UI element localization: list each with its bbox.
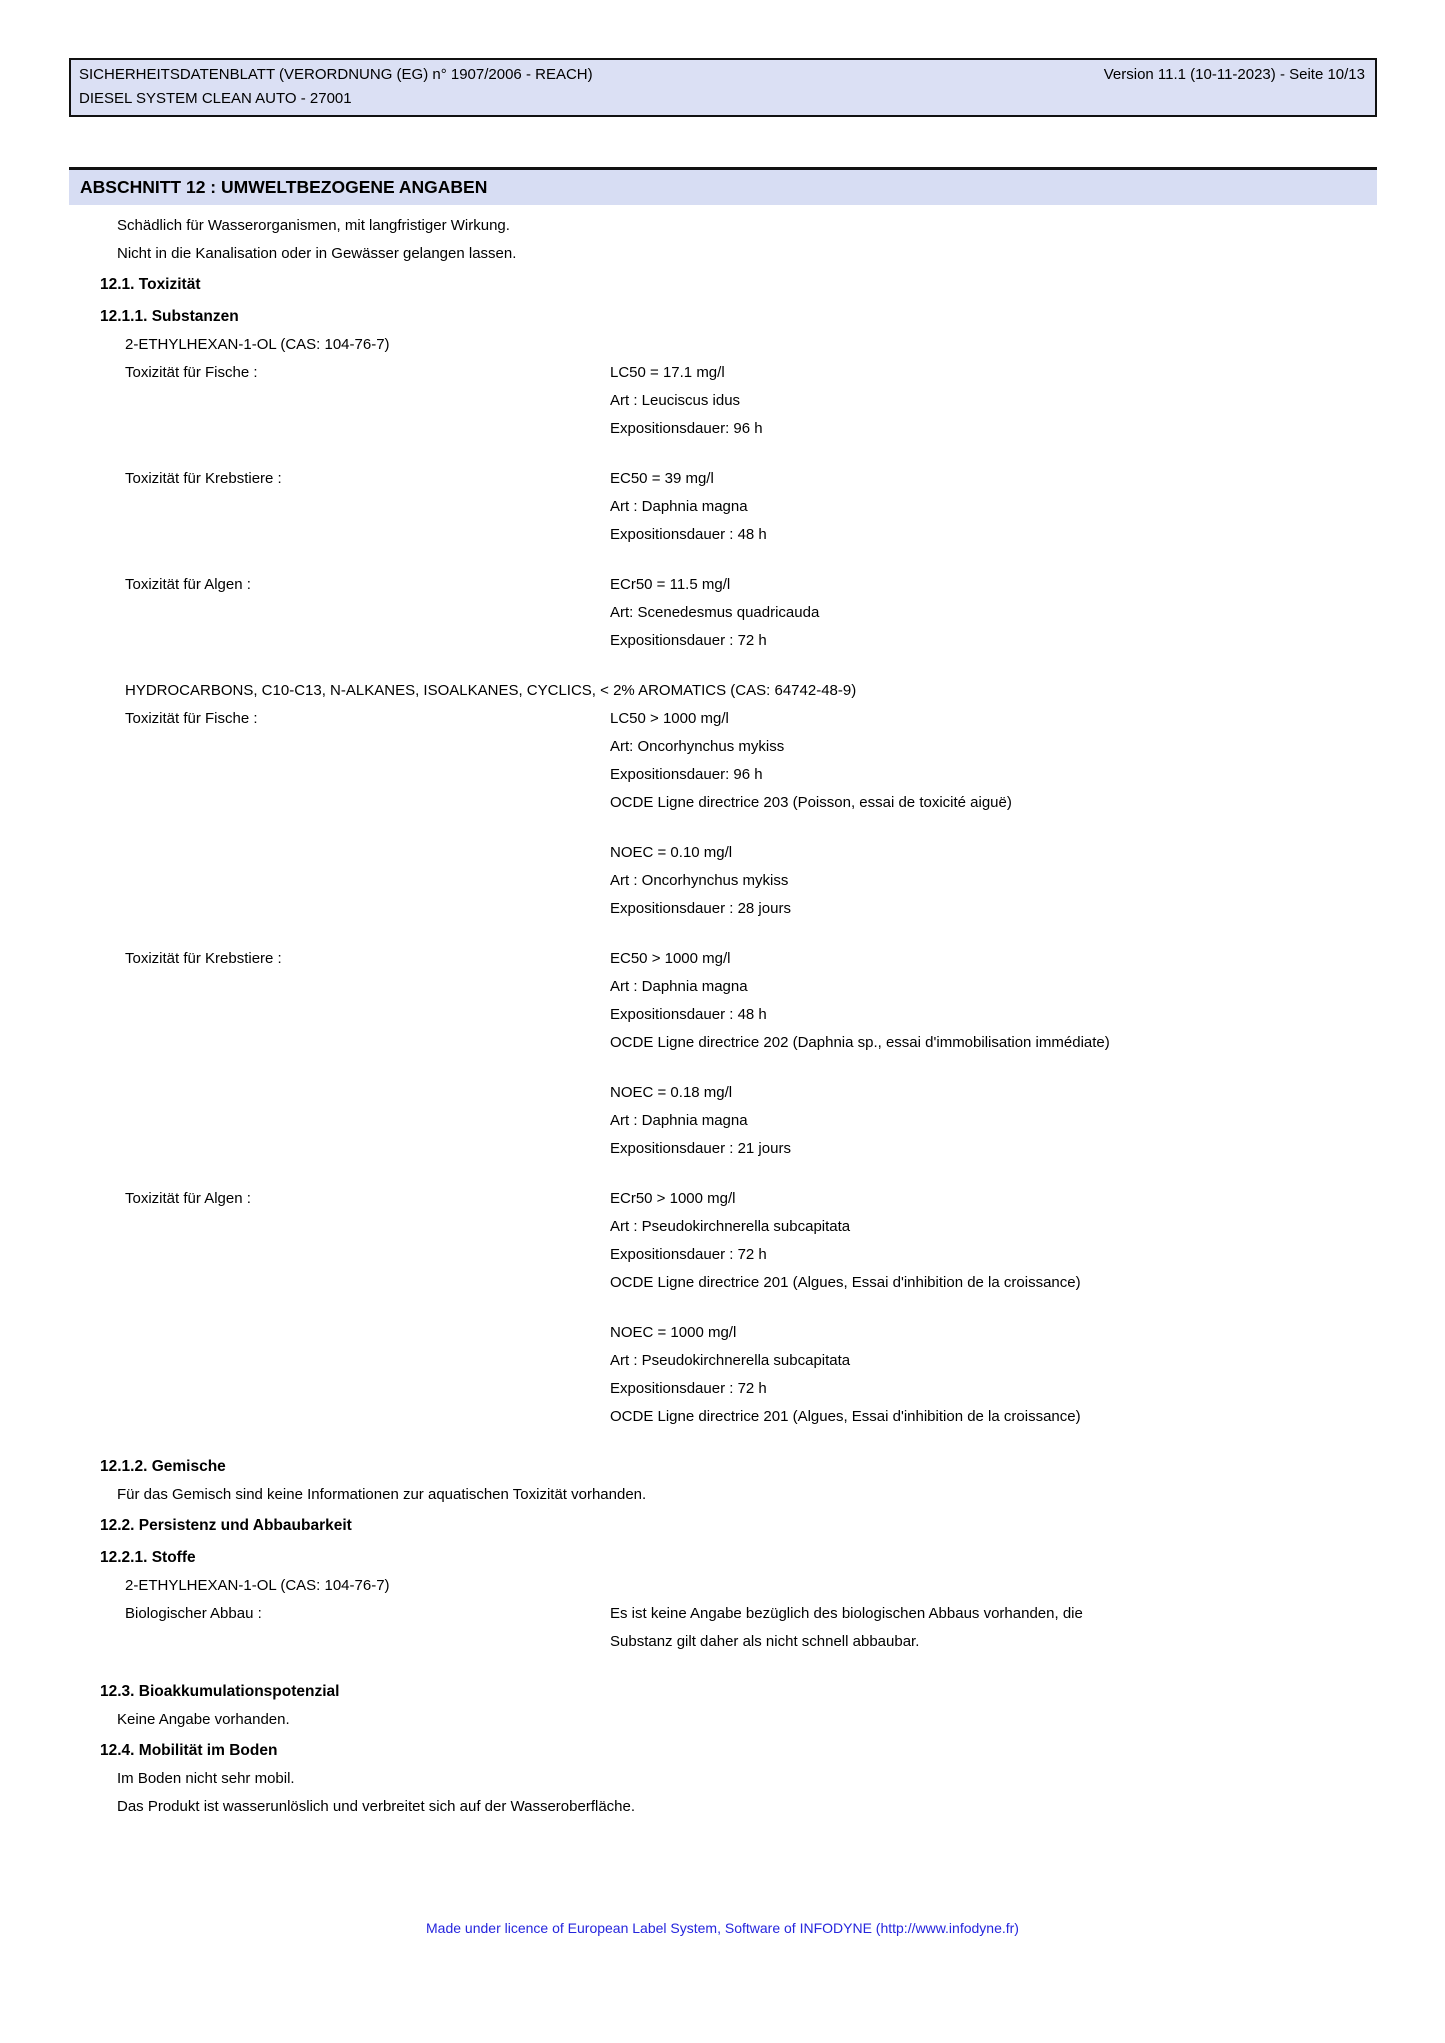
bioaccumulation-statement: Keine Angabe vorhanden.: [117, 1711, 290, 1728]
tox-values: [610, 1319, 1445, 1431]
tox-values: [610, 945, 1445, 1057]
footer-licence-link[interactable]: Made under licence of European Label System, Software of INFODYNE (http://www.infodyne.fr): [426, 1920, 1019, 1936]
tox-value-line: ECr50 > 1000 mg/l: [610, 1190, 736, 1207]
version-page-info: Version 11.1 (10-11-2023) - Seite 10/13: [1103, 66, 1365, 83]
section-12-content: [0, 212, 1445, 1821]
tox-group-s2-fish-noec: [125, 839, 1445, 923]
heading-12-4: 12.4. Mobilität im Boden: [100, 1742, 278, 1759]
tox-value-line: Art: Oncorhynchus mykiss: [610, 738, 785, 755]
tox-value-line: Expositionsdauer : 21 jours: [610, 1140, 791, 1157]
tox-value-line: Art : Pseudokirchnerella subcapitata: [610, 1218, 851, 1235]
document-header: [69, 58, 1377, 117]
tox-value-line: Es ist keine Angabe bezüglich des biologischen Abbaus vorhanden, die: [610, 1605, 1083, 1622]
heading-12-2: 12.2. Persistenz und Abbaubarkeit: [100, 1517, 352, 1534]
tox-values: [610, 1079, 1445, 1163]
tox-value-line: OCDE Ligne directrice 201 (Algues, Essai d'inhibition de la croissance): [610, 1274, 1081, 1291]
tox-values: [610, 465, 1445, 549]
tox-label: Biologischer Abbau :: [125, 1605, 262, 1622]
tox-value-line: Expositionsdauer: 96 h: [610, 766, 763, 783]
tox-values: [610, 1185, 1445, 1297]
tox-value-line: NOEC = 1000 mg/l: [610, 1324, 737, 1341]
tox-label: Toxizität für Algen :: [125, 576, 251, 593]
tox-group-s2-crustaceans: [125, 945, 1445, 1057]
tox-value-line: Expositionsdauer : 48 h: [610, 1006, 767, 1023]
tox-value-line: Art : Leuciscus idus: [610, 392, 741, 409]
tox-value-line: Art: Scenedesmus quadricauda: [610, 604, 820, 621]
tox-label: Toxizität für Krebstiere :: [125, 470, 282, 487]
biodegradation-group: [125, 1600, 1445, 1656]
tox-value-line: Expositionsdauer: 96 h: [610, 420, 763, 437]
substance2-name: HYDROCARBONS, C10-C13, N-ALKANES, ISOALKANES, CYCLICS, < 2% AROMATICS (CAS: 64742-48-9): [125, 682, 857, 699]
tox-value-line: Expositionsdauer : 72 h: [610, 632, 767, 649]
heading-12-2-1: 12.2.1. Stoffe: [100, 1549, 196, 1566]
tox-value-line: Expositionsdauer : 72 h: [610, 1380, 767, 1397]
footer: [0, 1914, 1445, 1942]
tox-value-line: Art : Daphnia magna: [610, 978, 748, 995]
tox-label: Toxizität für Fische :: [125, 710, 258, 727]
tox-group-s1-crustaceans: [125, 465, 1445, 549]
tox-group-s2-algae: [125, 1185, 1445, 1297]
document-title: SICHERHEITSDATENBLATT (VERORDNUNG (EG) n° 1907/2006 - REACH): [79, 66, 593, 83]
heading-12-1: 12.1. Toxizität: [100, 276, 201, 293]
hazard-statement: Schädlich für Wasserorganismen, mit langfristiger Wirkung.: [117, 217, 510, 234]
section-12-title: ABSCHNITT 12 : UMWELTBEZOGENE ANGABEN: [80, 177, 488, 197]
mobility-statement-1: Im Boden nicht sehr mobil.: [117, 1770, 295, 1787]
heading-12-3: 12.3. Bioakkumulationspotenzial: [100, 1683, 340, 1700]
tox-values: [610, 1600, 1445, 1656]
header-line1: [79, 63, 1365, 87]
persistence-substance-name: 2-ETHYLHEXAN-1-OL (CAS: 104-76-7): [125, 1577, 390, 1594]
tox-value-line: Art : Oncorhynchus mykiss: [610, 872, 789, 889]
tox-value-line: Art : Daphnia magna: [610, 1112, 748, 1129]
tox-value-line: LC50 = 17.1 mg/l: [610, 364, 725, 381]
disposal-statement: Nicht in die Kanalisation oder in Gewässer gelangen lassen.: [117, 245, 517, 262]
tox-group-s2-fish: [125, 705, 1445, 817]
tox-value-line: OCDE Ligne directrice 202 (Daphnia sp., essai d'immobilisation immédiate): [610, 1034, 1110, 1051]
tox-group-s2-algae-noec: [125, 1319, 1445, 1431]
tox-value-line: Expositionsdauer : 48 h: [610, 526, 767, 543]
product-name: DIESEL SYSTEM CLEAN AUTO - 27001: [79, 90, 352, 107]
substance1-name: 2-ETHYLHEXAN-1-OL (CAS: 104-76-7): [125, 336, 390, 353]
tox-value-line: LC50 > 1000 mg/l: [610, 710, 729, 727]
tox-value-line: Art : Daphnia magna: [610, 498, 748, 515]
tox-group-s1-fish: [125, 359, 1445, 443]
tox-value-line: OCDE Ligne directrice 203 (Poisson, essai de toxicité aiguë): [610, 794, 1012, 811]
tox-values: [610, 839, 1445, 923]
heading-12-1-1: 12.1.1. Substanzen: [100, 308, 239, 325]
tox-values: [610, 705, 1445, 817]
tox-value-line: OCDE Ligne directrice 201 (Algues, Essai d'inhibition de la croissance): [610, 1408, 1081, 1425]
tox-label: Toxizität für Fische :: [125, 364, 258, 381]
tox-values: [610, 359, 1445, 443]
tox-value-line: EC50 > 1000 mg/l: [610, 950, 731, 967]
tox-value-line: Substanz gilt daher als nicht schnell abbaubar.: [610, 1633, 920, 1650]
tox-label: Toxizität für Krebstiere :: [125, 950, 282, 967]
tox-value-line: ECr50 = 11.5 mg/l: [610, 576, 731, 593]
tox-value-line: NOEC = 0.10 mg/l: [610, 844, 733, 861]
tox-value-line: NOEC = 0.18 mg/l: [610, 1084, 733, 1101]
tox-value-line: Art : Pseudokirchnerella subcapitata: [610, 1352, 851, 1369]
tox-label: Toxizität für Algen :: [125, 1190, 251, 1207]
tox-group-s1-algae: [125, 571, 1445, 655]
tox-value-line: EC50 = 39 mg/l: [610, 470, 714, 487]
tox-group-s2-crustaceans-noec: [125, 1079, 1445, 1163]
mobility-statement-2: Das Produkt ist wasserunlöslich und verbreitet sich auf der Wasseroberfläche.: [117, 1798, 636, 1815]
mixtures-statement: Für das Gemisch sind keine Informationen zur aquatischen Toxizität vorhanden.: [117, 1486, 647, 1503]
heading-12-1-2: 12.1.2. Gemische: [100, 1458, 226, 1475]
section-12-header: [69, 167, 1377, 205]
tox-value-line: Expositionsdauer : 28 jours: [610, 900, 791, 917]
tox-value-line: Expositionsdauer : 72 h: [610, 1246, 767, 1263]
tox-values: [610, 571, 1445, 655]
